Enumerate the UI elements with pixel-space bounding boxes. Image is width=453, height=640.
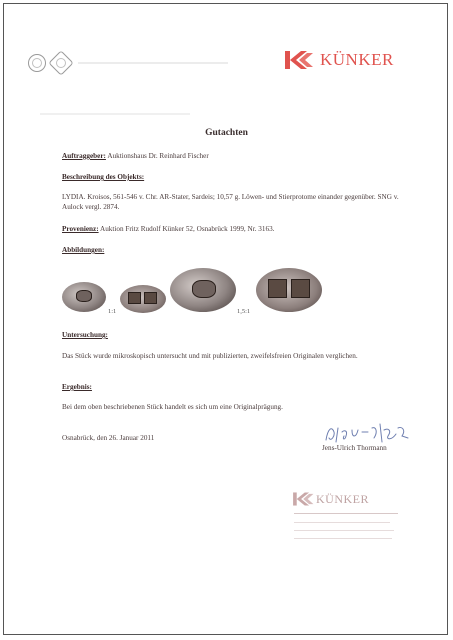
place-date: Osnabrück, den 26. Januar 2011: [62, 434, 155, 442]
document-border: [3, 3, 448, 635]
description-heading: [62, 172, 402, 182]
client-value: Auktionshaus Dr. Reinhard Fischer: [107, 152, 209, 160]
description-text: LYDIA. Kroisos, 561-546 v. Chr. AR-Stater, Sardeis; 10,57 g. Löwen- und Stierprotome einander gegenüber. SNG v. Aulock vergl. 2874.: [62, 193, 399, 211]
examination-label: Untersuchung:: [62, 331, 108, 339]
scale-label-1to1: 1:1: [108, 308, 117, 315]
coin-reverse-image: [120, 285, 166, 313]
images-heading: [62, 245, 402, 255]
stamp-logo-icon: [293, 491, 315, 507]
signatory-name: Jens-Ulrich Thormann: [322, 444, 387, 452]
stamp-rule: [294, 513, 398, 514]
result-label: Ergebnis:: [62, 383, 92, 391]
scale-label-1-5to1: 1,5:1: [237, 308, 251, 315]
seal-icon: [28, 54, 46, 72]
result-heading: [62, 382, 402, 392]
description-label: Beschreibung des Objekts:: [62, 173, 145, 181]
header-faint-rule: [78, 62, 228, 64]
stamp-rule: [294, 522, 390, 523]
images-label: Abbildungen:: [62, 246, 105, 254]
client-line: [62, 151, 402, 161]
stamp-rule: [294, 538, 392, 539]
result-text: Bei dem oben beschriebenen Stück handelt es sich um eine Originalprägung.: [62, 403, 283, 411]
kuenker-logo-icon: [285, 49, 315, 71]
stamp-logo-text: KÜNKER: [316, 492, 369, 506]
provenance-value: Auktion Fritz Rudolf Künker 52, Osnabrück 1999, Nr. 3163.: [100, 225, 275, 233]
header-subtitle-rule: [40, 113, 190, 115]
coin-obverse-image: [62, 282, 106, 312]
examination-text: Das Stück wurde mikroskopisch untersucht und mit publizierten, zweifelsfreien Originalen verglichen.: [62, 352, 358, 360]
page-title: Gutachten: [205, 128, 248, 138]
coin-obverse-enlarged-image: [170, 268, 236, 312]
provenance-label: Provenienz:: [62, 225, 99, 233]
provenance-line: [62, 224, 402, 234]
header-logo-text: KÜNKER: [320, 50, 394, 69]
examination-heading: [62, 330, 402, 340]
coin-reverse-enlarged-image: [256, 268, 322, 312]
stamp-rule: [294, 530, 394, 531]
client-label: Auftraggeber:: [62, 152, 106, 160]
